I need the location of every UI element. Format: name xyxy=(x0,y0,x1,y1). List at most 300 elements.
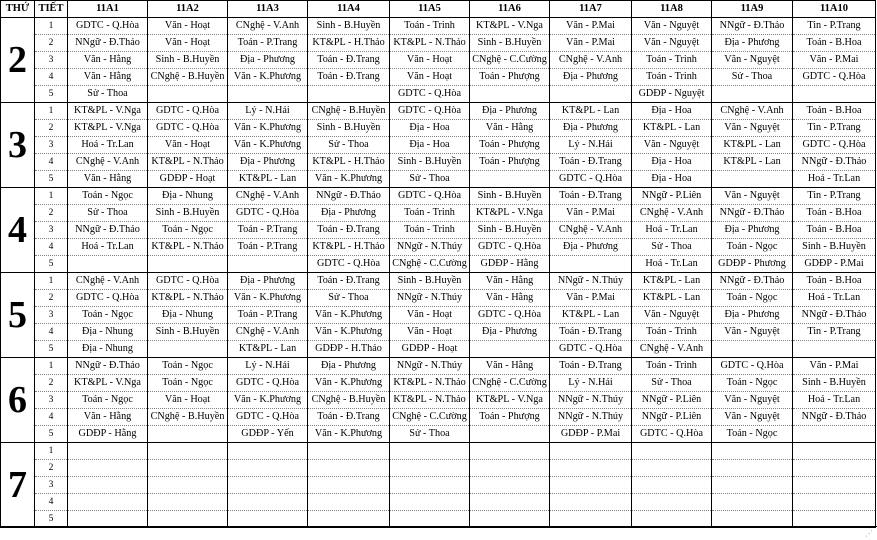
lesson-cell[interactable]: Địa - Phương xyxy=(228,154,308,171)
lesson-cell[interactable]: Toán - Ngọc xyxy=(68,307,148,324)
lesson-cell[interactable] xyxy=(390,443,470,460)
lesson-cell[interactable]: Toán - B.Hoa xyxy=(793,35,876,52)
lesson-cell[interactable]: GDĐP - Nguyệt xyxy=(632,86,712,103)
lesson-cell[interactable]: Văn - Hoạt xyxy=(148,35,228,52)
lesson-cell[interactable] xyxy=(308,460,390,477)
lesson-cell[interactable]: KT&PL - V.Nga xyxy=(470,392,550,409)
lesson-cell[interactable]: Văn - Nguyệt xyxy=(712,188,793,205)
lesson-cell[interactable] xyxy=(470,494,550,511)
lesson-cell[interactable]: NNgữ - P.Liên xyxy=(632,188,712,205)
lesson-cell[interactable]: Văn - P.Mai xyxy=(550,35,632,52)
lesson-cell[interactable]: Địa - Nhung xyxy=(148,307,228,324)
lesson-cell[interactable]: KT&PL - H.Thảo xyxy=(308,154,390,171)
lesson-cell[interactable]: Văn - Hằng xyxy=(68,409,148,426)
lesson-cell[interactable]: Toán - Ngọc xyxy=(68,188,148,205)
lesson-cell[interactable] xyxy=(228,477,308,494)
lesson-cell[interactable] xyxy=(68,511,148,528)
lesson-cell[interactable] xyxy=(550,256,632,273)
lesson-cell[interactable]: Văn - K.Phương xyxy=(308,375,390,392)
lesson-cell[interactable]: Văn - Hoạt xyxy=(390,324,470,341)
lesson-cell[interactable]: Địa - Phương xyxy=(550,120,632,137)
period-cell[interactable]: 5 xyxy=(35,171,68,188)
header-class[interactable]: 11A5 xyxy=(390,1,470,18)
lesson-cell[interactable]: GDTC - Q.Hòa xyxy=(793,69,876,86)
lesson-cell[interactable]: KT&PL - N.Thảo xyxy=(148,239,228,256)
lesson-cell[interactable] xyxy=(793,86,876,103)
lesson-cell[interactable]: GDTC - Q.Hòa xyxy=(550,171,632,188)
lesson-cell[interactable]: Văn - Nguyệt xyxy=(632,35,712,52)
lesson-cell[interactable] xyxy=(308,511,390,528)
lesson-cell[interactable] xyxy=(228,443,308,460)
lesson-cell[interactable] xyxy=(308,443,390,460)
lesson-cell[interactable]: Văn - Nguyệt xyxy=(712,120,793,137)
lesson-cell[interactable]: NNgữ - Đ.Thảo xyxy=(712,273,793,290)
lesson-cell[interactable]: Tin - P.Trang xyxy=(793,324,876,341)
lesson-cell[interactable] xyxy=(712,477,793,494)
lesson-cell[interactable]: Toán - Đ.Trang xyxy=(308,409,390,426)
header-class[interactable]: 11A6 xyxy=(470,1,550,18)
lesson-cell[interactable]: Văn - Hằng xyxy=(68,171,148,188)
lesson-cell[interactable]: NNgữ - Đ.Thảo xyxy=(68,35,148,52)
lesson-cell[interactable]: Sinh - B.Huyền xyxy=(793,239,876,256)
header-class[interactable]: 11A2 xyxy=(148,1,228,18)
lesson-cell[interactable]: CNghệ - C.Cường xyxy=(390,409,470,426)
lesson-cell[interactable]: Lý - N.Hải xyxy=(228,358,308,375)
lesson-cell[interactable]: Toán - Ngọc xyxy=(712,426,793,443)
lesson-cell[interactable]: CNghệ - V.Anh xyxy=(632,341,712,358)
lesson-cell[interactable]: Địa - Phương xyxy=(712,222,793,239)
lesson-cell[interactable]: Văn - Hằng xyxy=(470,290,550,307)
lesson-cell[interactable]: Toán - Đ.Trang xyxy=(550,324,632,341)
header-class[interactable]: 11A4 xyxy=(308,1,390,18)
lesson-cell[interactable]: Hoá - Tr.Lan xyxy=(632,256,712,273)
lesson-cell[interactable]: Địa - Phương xyxy=(308,205,390,222)
lesson-cell[interactable]: Toán - Đ.Trang xyxy=(550,188,632,205)
lesson-cell[interactable]: Toán - Ngọc xyxy=(712,375,793,392)
lesson-cell[interactable]: GDTC - Q.Hòa xyxy=(793,137,876,154)
lesson-cell[interactable]: NNgữ - N.Thúy xyxy=(390,290,470,307)
lesson-cell[interactable]: Sinh - B.Huyền xyxy=(308,18,390,35)
period-cell[interactable]: 4 xyxy=(35,154,68,171)
period-cell[interactable]: 4 xyxy=(35,324,68,341)
lesson-cell[interactable]: KT&PL - V.Nga xyxy=(470,205,550,222)
lesson-cell[interactable]: GDTC - Q.Hòa xyxy=(148,273,228,290)
lesson-cell[interactable]: Hoá - Tr.Lan xyxy=(632,222,712,239)
lesson-cell[interactable]: Địa - Nhung xyxy=(148,188,228,205)
header-class[interactable]: 11A1 xyxy=(68,1,148,18)
day-cell[interactable]: 7 xyxy=(1,443,35,528)
lesson-cell[interactable]: GDĐP - Hằng xyxy=(68,426,148,443)
period-cell[interactable]: 2 xyxy=(35,120,68,137)
lesson-cell[interactable]: Văn - Hoạt xyxy=(148,18,228,35)
lesson-cell[interactable]: Sử - Thoa xyxy=(632,239,712,256)
period-cell[interactable]: 5 xyxy=(35,86,68,103)
period-cell[interactable]: 2 xyxy=(35,460,68,477)
day-cell[interactable]: 4 xyxy=(1,188,35,273)
lesson-cell[interactable]: Sử - Thoa xyxy=(390,426,470,443)
lesson-cell[interactable] xyxy=(148,86,228,103)
lesson-cell[interactable]: Toán - Phượng xyxy=(470,69,550,86)
period-cell[interactable]: 2 xyxy=(35,205,68,222)
lesson-cell[interactable]: Văn - Hằng xyxy=(68,52,148,69)
lesson-cell[interactable]: GDTC - Q.Hòa xyxy=(470,307,550,324)
lesson-cell[interactable]: Văn - P.Mai xyxy=(793,52,876,69)
lesson-cell[interactable]: CNghệ - V.Anh xyxy=(550,52,632,69)
lesson-cell[interactable]: NNgữ - Đ.Thảo xyxy=(68,358,148,375)
lesson-cell[interactable]: Toán - Trinh xyxy=(632,52,712,69)
lesson-cell[interactable]: Toán - B.Hoa xyxy=(793,103,876,120)
lesson-cell[interactable]: CNghệ - V.Anh xyxy=(632,205,712,222)
lesson-cell[interactable]: Toán - Phượng xyxy=(470,154,550,171)
lesson-cell[interactable]: Toán - Ngọc xyxy=(712,239,793,256)
period-cell[interactable]: 1 xyxy=(35,188,68,205)
lesson-cell[interactable] xyxy=(390,460,470,477)
period-cell[interactable]: 2 xyxy=(35,375,68,392)
lesson-cell[interactable]: Địa - Phương xyxy=(712,307,793,324)
lesson-cell[interactable]: NNgữ - Đ.Thảo xyxy=(793,307,876,324)
lesson-cell[interactable]: CNghệ - B.Huyền xyxy=(148,69,228,86)
lesson-cell[interactable]: GDĐP - Hoạt xyxy=(148,171,228,188)
lesson-cell[interactable]: Văn - K.Phương xyxy=(228,69,308,86)
lesson-cell[interactable]: Lý - N.Hải xyxy=(550,375,632,392)
lesson-cell[interactable]: CNghệ - C.Cường xyxy=(390,256,470,273)
period-cell[interactable]: 3 xyxy=(35,307,68,324)
lesson-cell[interactable] xyxy=(148,443,228,460)
lesson-cell[interactable]: Sử - Thoa xyxy=(390,171,470,188)
lesson-cell[interactable]: CNghệ - V.Anh xyxy=(550,222,632,239)
lesson-cell[interactable] xyxy=(68,256,148,273)
lesson-cell[interactable]: Sinh - B.Huyền xyxy=(470,35,550,52)
lesson-cell[interactable] xyxy=(712,460,793,477)
lesson-cell[interactable] xyxy=(390,477,470,494)
period-cell[interactable]: 3 xyxy=(35,222,68,239)
lesson-cell[interactable]: GDTC - Q.Hòa xyxy=(68,290,148,307)
lesson-cell[interactable]: GDĐP - Hằng xyxy=(470,256,550,273)
lesson-cell[interactable]: Toán - B.Hoa xyxy=(793,222,876,239)
lesson-cell[interactable]: Hoá - Tr.Lan xyxy=(793,392,876,409)
lesson-cell[interactable]: KT&PL - N.Thảo xyxy=(390,35,470,52)
day-cell[interactable]: 2 xyxy=(1,18,35,103)
lesson-cell[interactable]: CNghệ - V.Anh xyxy=(68,273,148,290)
lesson-cell[interactable] xyxy=(550,460,632,477)
lesson-cell[interactable]: GDTC - Q.Hòa xyxy=(632,426,712,443)
lesson-cell[interactable]: GDTC - Q.Hòa xyxy=(228,409,308,426)
lesson-cell[interactable]: Toán - Trinh xyxy=(390,222,470,239)
period-cell[interactable]: 5 xyxy=(35,511,68,528)
lesson-cell[interactable]: CNghệ - V.Anh xyxy=(68,154,148,171)
lesson-cell[interactable] xyxy=(68,460,148,477)
lesson-cell[interactable]: NNgữ - Đ.Thảo xyxy=(308,188,390,205)
lesson-cell[interactable] xyxy=(712,171,793,188)
lesson-cell[interactable]: NNgữ - Đ.Thảo xyxy=(712,18,793,35)
lesson-cell[interactable] xyxy=(632,460,712,477)
lesson-cell[interactable]: Địa - Phương xyxy=(308,358,390,375)
lesson-cell[interactable]: NNgữ - Đ.Thảo xyxy=(793,154,876,171)
lesson-cell[interactable]: CNghệ - V.Anh xyxy=(228,324,308,341)
lesson-cell[interactable]: NNgữ - Đ.Thảo xyxy=(712,205,793,222)
lesson-cell[interactable]: Toán - B.Hoa xyxy=(793,205,876,222)
lesson-cell[interactable]: Sinh - B.Huyền xyxy=(390,154,470,171)
lesson-cell[interactable] xyxy=(470,443,550,460)
lesson-cell[interactable]: Toán - Trinh xyxy=(632,69,712,86)
lesson-cell[interactable] xyxy=(470,511,550,528)
lesson-cell[interactable]: NNgữ - N.Thúy xyxy=(390,358,470,375)
lesson-cell[interactable]: Văn - Hằng xyxy=(470,120,550,137)
period-cell[interactable]: 1 xyxy=(35,103,68,120)
lesson-cell[interactable]: Văn - P.Mai xyxy=(550,205,632,222)
lesson-cell[interactable]: Sử - Thoa xyxy=(308,137,390,154)
lesson-cell[interactable]: Địa - Nhung xyxy=(68,341,148,358)
lesson-cell[interactable]: Toán - Đ.Trang xyxy=(550,358,632,375)
lesson-cell[interactable]: Toán - P.Trang xyxy=(228,222,308,239)
lesson-cell[interactable] xyxy=(550,477,632,494)
lesson-cell[interactable]: GDĐP - P.Mai xyxy=(550,426,632,443)
lesson-cell[interactable]: KT&PL - N.Thảo xyxy=(390,392,470,409)
lesson-cell[interactable]: GDTC - Q.Hòa xyxy=(228,205,308,222)
lesson-cell[interactable]: GDTC - Q.Hòa xyxy=(550,341,632,358)
lesson-cell[interactable] xyxy=(68,443,148,460)
lesson-cell[interactable] xyxy=(793,426,876,443)
lesson-cell[interactable]: Toán - Ngọc xyxy=(148,358,228,375)
lesson-cell[interactable]: Toán - Đ.Trang xyxy=(308,52,390,69)
lesson-cell[interactable]: KT&PL - Lan xyxy=(632,273,712,290)
lesson-cell[interactable] xyxy=(550,511,632,528)
lesson-cell[interactable]: Tin - P.Trang xyxy=(793,120,876,137)
lesson-cell[interactable]: Văn - Hoạt xyxy=(148,137,228,154)
lesson-cell[interactable]: GDTC - Q.Hòa xyxy=(390,188,470,205)
lesson-cell[interactable] xyxy=(793,341,876,358)
period-cell[interactable]: 5 xyxy=(35,256,68,273)
lesson-cell[interactable]: Sinh - B.Huyền xyxy=(148,205,228,222)
lesson-cell[interactable]: Văn - Nguyệt xyxy=(632,18,712,35)
lesson-cell[interactable]: Địa - Hoa xyxy=(632,171,712,188)
lesson-cell[interactable]: Sử - Thoa xyxy=(308,290,390,307)
period-cell[interactable]: 5 xyxy=(35,426,68,443)
lesson-cell[interactable]: KT&PL - Lan xyxy=(228,341,308,358)
header-class[interactable]: 11A3 xyxy=(228,1,308,18)
lesson-cell[interactable]: NNgữ - P.Liên xyxy=(632,392,712,409)
lesson-cell[interactable]: Địa - Hoa xyxy=(632,103,712,120)
lesson-cell[interactable]: Văn - P.Mai xyxy=(793,358,876,375)
lesson-cell[interactable]: Toán - Phượng xyxy=(470,137,550,154)
lesson-cell[interactable]: Văn - Nguyệt xyxy=(632,307,712,324)
resize-grip-icon[interactable]: ⋰ xyxy=(865,529,873,538)
lesson-cell[interactable] xyxy=(68,494,148,511)
lesson-cell[interactable]: Văn - Hoạt xyxy=(390,307,470,324)
lesson-cell[interactable]: CNghệ - B.Huyền xyxy=(308,392,390,409)
lesson-cell[interactable] xyxy=(793,460,876,477)
lesson-cell[interactable]: NNgữ - P.Liên xyxy=(632,409,712,426)
lesson-cell[interactable]: Văn - Nguyệt xyxy=(712,52,793,69)
lesson-cell[interactable]: Địa - Phương xyxy=(228,273,308,290)
lesson-cell[interactable]: Văn - P.Mai xyxy=(550,290,632,307)
lesson-cell[interactable] xyxy=(308,494,390,511)
header-class[interactable]: 11A10 xyxy=(793,1,876,18)
lesson-cell[interactable]: Văn - Hoạt xyxy=(148,392,228,409)
lesson-cell[interactable] xyxy=(632,511,712,528)
lesson-cell[interactable]: GDTC - Q.Hòa xyxy=(308,256,390,273)
lesson-cell[interactable]: CNghệ - C.Cường xyxy=(470,375,550,392)
header-class[interactable]: 11A8 xyxy=(632,1,712,18)
period-cell[interactable]: 4 xyxy=(35,69,68,86)
lesson-cell[interactable] xyxy=(793,477,876,494)
header-class[interactable]: 11A7 xyxy=(550,1,632,18)
lesson-cell[interactable] xyxy=(228,460,308,477)
lesson-cell[interactable] xyxy=(390,511,470,528)
lesson-cell[interactable]: Văn - Hằng xyxy=(68,69,148,86)
period-cell[interactable]: 3 xyxy=(35,52,68,69)
lesson-cell[interactable]: Văn - K.Phương xyxy=(308,171,390,188)
period-cell[interactable]: 2 xyxy=(35,35,68,52)
lesson-cell[interactable]: CNghệ - V.Anh xyxy=(712,103,793,120)
lesson-cell[interactable]: Toán - Ngọc xyxy=(68,392,148,409)
lesson-cell[interactable]: Văn - Nguyệt xyxy=(632,137,712,154)
lesson-cell[interactable] xyxy=(308,86,390,103)
period-cell[interactable]: 3 xyxy=(35,392,68,409)
lesson-cell[interactable]: Toán - Ngọc xyxy=(148,375,228,392)
lesson-cell[interactable]: GDĐP - Phương xyxy=(712,256,793,273)
day-cell[interactable]: 5 xyxy=(1,273,35,358)
period-cell[interactable]: 3 xyxy=(35,477,68,494)
lesson-cell[interactable]: KT&PL - Lan xyxy=(550,307,632,324)
lesson-cell[interactable] xyxy=(148,511,228,528)
header-day[interactable]: THỨ xyxy=(1,1,35,18)
lesson-cell[interactable]: GDĐP - Hoạt xyxy=(390,341,470,358)
period-cell[interactable]: 1 xyxy=(35,273,68,290)
lesson-cell[interactable]: Văn - P.Mai xyxy=(550,18,632,35)
lesson-cell[interactable]: Toán - Ngọc xyxy=(148,222,228,239)
lesson-cell[interactable]: GDTC - Q.Hòa xyxy=(148,120,228,137)
lesson-cell[interactable]: CNghệ - B.Huyền xyxy=(148,409,228,426)
lesson-cell[interactable] xyxy=(550,494,632,511)
lesson-cell[interactable]: Hoá - Tr.Lan xyxy=(68,239,148,256)
lesson-cell[interactable]: Văn - Hoạt xyxy=(390,52,470,69)
lesson-cell[interactable]: CNghệ - V.Anh xyxy=(228,18,308,35)
lesson-cell[interactable]: GDTC - Q.Hòa xyxy=(470,239,550,256)
day-cell[interactable]: 6 xyxy=(1,358,35,443)
lesson-cell[interactable]: Văn - K.Phương xyxy=(308,426,390,443)
period-cell[interactable]: 4 xyxy=(35,239,68,256)
period-cell[interactable]: 1 xyxy=(35,18,68,35)
lesson-cell[interactable]: Địa - Hoa xyxy=(390,137,470,154)
lesson-cell[interactable]: KT&PL - Lan xyxy=(712,154,793,171)
lesson-cell[interactable]: Sinh - B.Huyền xyxy=(390,273,470,290)
lesson-cell[interactable]: Hoá - Tr.Lan xyxy=(793,290,876,307)
lesson-cell[interactable]: Toán - B.Hoa xyxy=(793,273,876,290)
lesson-cell[interactable] xyxy=(470,477,550,494)
lesson-cell[interactable]: CNghệ - B.Huyền xyxy=(308,103,390,120)
lesson-cell[interactable]: Toán - P.Trang xyxy=(228,239,308,256)
lesson-cell[interactable]: Văn - Hằng xyxy=(470,358,550,375)
lesson-cell[interactable]: CNghệ - V.Anh xyxy=(228,188,308,205)
lesson-cell[interactable]: Văn - Hoạt xyxy=(390,69,470,86)
lesson-cell[interactable] xyxy=(228,494,308,511)
lesson-cell[interactable]: NNgữ - N.Thúy xyxy=(550,392,632,409)
lesson-cell[interactable] xyxy=(148,477,228,494)
lesson-cell[interactable] xyxy=(712,494,793,511)
period-cell[interactable]: 3 xyxy=(35,137,68,154)
lesson-cell[interactable]: Toán - Trinh xyxy=(632,324,712,341)
lesson-cell[interactable]: Sử - Thoa xyxy=(68,205,148,222)
lesson-cell[interactable] xyxy=(712,511,793,528)
lesson-cell[interactable]: CNghệ - C.Cường xyxy=(470,52,550,69)
lesson-cell[interactable]: Văn - Nguyệt xyxy=(712,409,793,426)
lesson-cell[interactable]: Văn - K.Phương xyxy=(228,392,308,409)
lesson-cell[interactable]: Toán - P.Trang xyxy=(228,307,308,324)
lesson-cell[interactable]: Tin - P.Trang xyxy=(793,18,876,35)
lesson-cell[interactable]: NNgữ - Đ.Thảo xyxy=(68,222,148,239)
lesson-cell[interactable] xyxy=(793,443,876,460)
lesson-cell[interactable]: Văn - K.Phương xyxy=(228,120,308,137)
lesson-cell[interactable] xyxy=(148,341,228,358)
period-cell[interactable]: 1 xyxy=(35,443,68,460)
lesson-cell[interactable] xyxy=(632,494,712,511)
lesson-cell[interactable] xyxy=(793,494,876,511)
lesson-cell[interactable]: KT&PL - H.Thảo xyxy=(308,239,390,256)
lesson-cell[interactable] xyxy=(632,443,712,460)
lesson-cell[interactable]: Địa - Phương xyxy=(550,239,632,256)
lesson-cell[interactable]: Văn - Nguyệt xyxy=(712,392,793,409)
lesson-cell[interactable]: Văn - Hằng xyxy=(470,273,550,290)
lesson-cell[interactable] xyxy=(712,86,793,103)
lesson-cell[interactable]: Toán - Trinh xyxy=(390,205,470,222)
lesson-cell[interactable]: GDTC - Q.Hòa xyxy=(390,86,470,103)
lesson-cell[interactable]: Toán - Ngọc xyxy=(712,290,793,307)
day-cell[interactable]: 3 xyxy=(1,103,35,188)
lesson-cell[interactable] xyxy=(228,86,308,103)
lesson-cell[interactable]: Toán - Trinh xyxy=(390,18,470,35)
lesson-cell[interactable]: Văn - K.Phương xyxy=(308,324,390,341)
lesson-cell[interactable] xyxy=(550,86,632,103)
lesson-cell[interactable]: Địa - Phương xyxy=(550,69,632,86)
lesson-cell[interactable]: Toán - Đ.Trang xyxy=(550,154,632,171)
header-period[interactable]: TIẾT xyxy=(35,1,68,18)
lesson-cell[interactable]: Sử - Thoa xyxy=(68,86,148,103)
lesson-cell[interactable]: Lý - N.Hải xyxy=(550,137,632,154)
lesson-cell[interactable]: Văn - K.Phương xyxy=(308,307,390,324)
header-class[interactable]: 11A9 xyxy=(712,1,793,18)
lesson-cell[interactable]: KT&PL - N.Thảo xyxy=(148,290,228,307)
lesson-cell[interactable]: Toán - Phượng xyxy=(470,409,550,426)
lesson-cell[interactable]: Sinh - B.Huyền xyxy=(470,222,550,239)
lesson-cell[interactable] xyxy=(68,477,148,494)
lesson-cell[interactable] xyxy=(228,256,308,273)
lesson-cell[interactable]: Tin - P.Trang xyxy=(793,188,876,205)
lesson-cell[interactable]: Toán - Đ.Trang xyxy=(308,273,390,290)
lesson-cell[interactable]: Sinh - B.Huyền xyxy=(793,375,876,392)
lesson-cell[interactable]: GDTC - Q.Hòa xyxy=(712,358,793,375)
lesson-cell[interactable]: Địa - Hoa xyxy=(632,154,712,171)
lesson-cell[interactable]: KT&PL - N.Thảo xyxy=(148,154,228,171)
lesson-cell[interactable]: KT&PL - V.Nga xyxy=(68,375,148,392)
lesson-cell[interactable]: NNgữ - N.Thúy xyxy=(550,273,632,290)
lesson-cell[interactable]: Sử - Thoa xyxy=(712,69,793,86)
lesson-cell[interactable]: KT&PL - Lan xyxy=(632,120,712,137)
lesson-cell[interactable]: GDĐP - P.Mai xyxy=(793,256,876,273)
lesson-cell[interactable]: KT&PL - H.Thảo xyxy=(308,35,390,52)
lesson-cell[interactable]: Sinh - B.Huyền xyxy=(148,52,228,69)
lesson-cell[interactable]: Hoá - Tr.Lan xyxy=(793,171,876,188)
lesson-cell[interactable]: Địa - Phương xyxy=(712,35,793,52)
lesson-cell[interactable]: NNgữ - Đ.Thảo xyxy=(793,409,876,426)
lesson-cell[interactable]: Văn - Nguyệt xyxy=(712,324,793,341)
lesson-cell[interactable]: Sinh - B.Huyền xyxy=(470,188,550,205)
lesson-cell[interactable] xyxy=(308,477,390,494)
lesson-cell[interactable]: GDĐP - H.Thảo xyxy=(308,341,390,358)
lesson-cell[interactable] xyxy=(793,511,876,528)
lesson-cell[interactable]: Lý - N.Hải xyxy=(228,103,308,120)
lesson-cell[interactable]: KT&PL - N.Thảo xyxy=(390,375,470,392)
